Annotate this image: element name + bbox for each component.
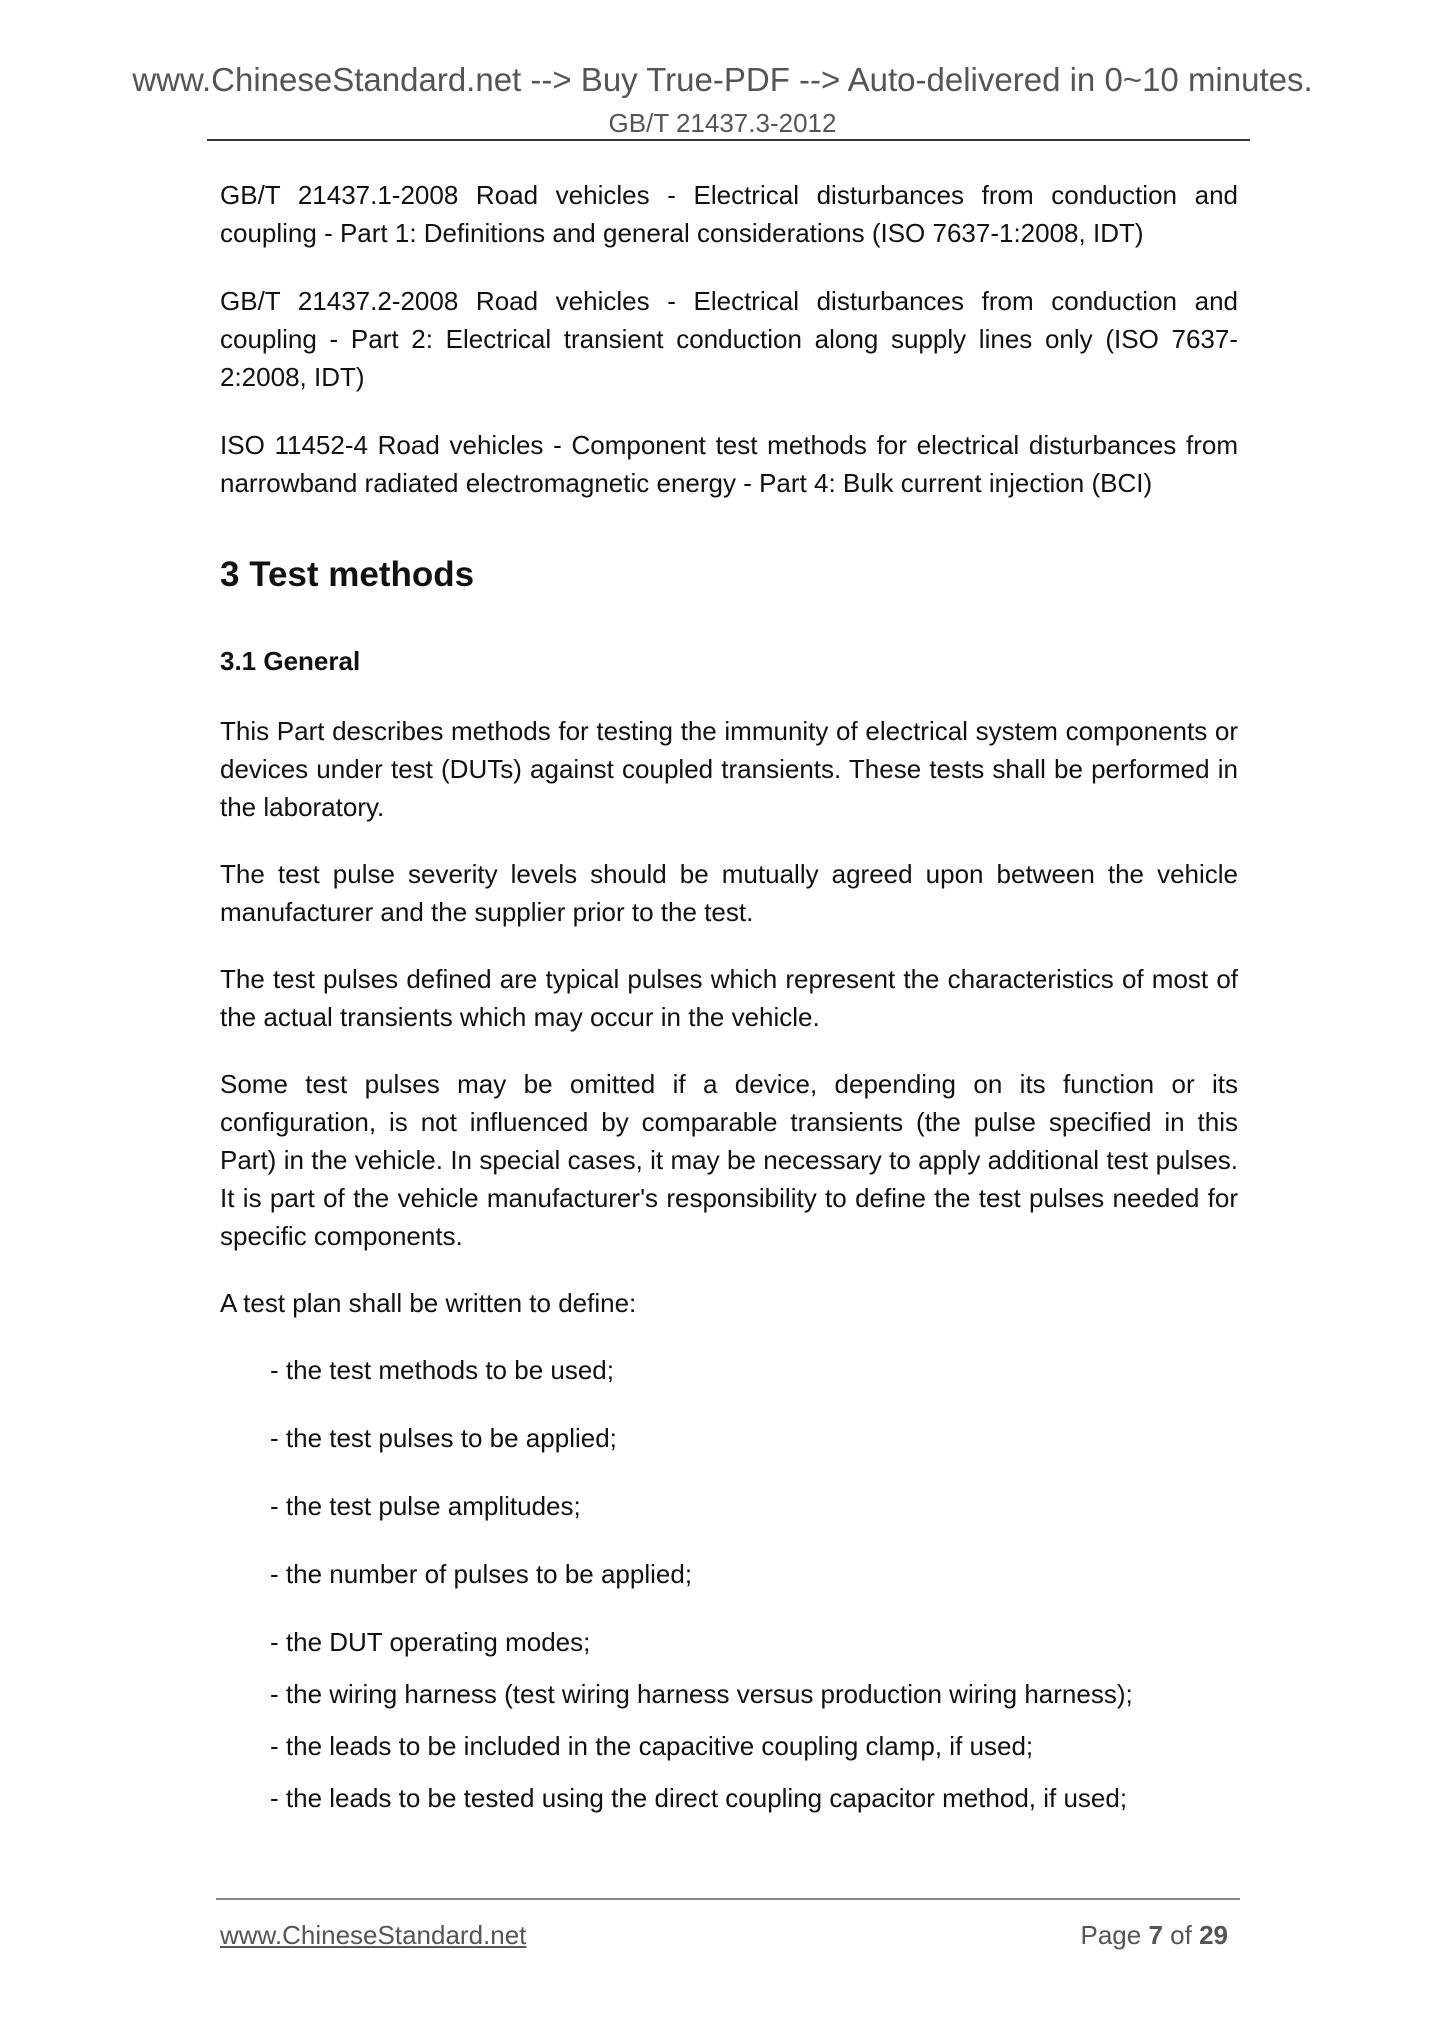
body-paragraph: The test pulses defined are typical pulses which represent the characteristics of most of the actual transients which may occur in the vehicle. <box>220 964 1238 1032</box>
page-label: Page <box>1080 1920 1142 1950</box>
document-code: GB/T 21437.3-2012 <box>608 108 837 138</box>
current-page: 7 <box>1148 1920 1163 1950</box>
header-divider <box>207 139 1250 141</box>
footer-site-link[interactable]: www.ChineseStandard.net <box>220 1920 527 1950</box>
section-heading: 3 Test methods <box>220 555 475 594</box>
page-of-label: of <box>1170 1920 1192 1950</box>
total-pages: 29 <box>1199 1920 1228 1950</box>
list-item: - the leads to be tested using the direct coupling capacitor method, if used; <box>270 1783 1128 1813</box>
body-paragraph: Some test pulses may be omitted if a device, depending on its function or its configuration, is not influenced by comparable transients (the pulse specified in this Part) in the vehicle. In special cases, it may be necessary to apply additional test pulses. It is part of the vehicle manufacturer's responsibility to define the test pulses needed for specific components. <box>220 1069 1238 1251</box>
body-paragraph: This Part describes methods for testing the immunity of electrical system components or devices under test (DUTs) against coupled transients. These tests shall be performed in the laboratory. <box>220 716 1238 822</box>
list-item: - the wiring harness (test wiring harness versus production wiring harness); <box>270 1679 1133 1709</box>
list-item: - the leads to be included in the capacitive coupling clamp, if used; <box>270 1731 1034 1761</box>
reference-item: GB/T 21437.1-2008 Road vehicles - Electrical disturbances from conduction and coupling - Part 1: Definitions and general considerations (ISO 7637-1:2008, IDT) <box>220 180 1238 248</box>
page-content <box>220 176 1238 1817</box>
reference-item: ISO 11452-4 Road vehicles - Component test methods for electrical disturbances from narrowband radiated electromagnetic energy - Part 4: Bulk current injection (BCI) <box>220 430 1238 498</box>
body-paragraph: The test pulse severity levels should be mutually agreed upon between the vehicle manufacturer and the supplier prior to the test. <box>220 859 1238 927</box>
page-number <box>1072 1917 1228 1953</box>
list-item: - the test pulse amplitudes; <box>270 1491 581 1521</box>
list-item: - the test methods to be used; <box>270 1355 614 1385</box>
body-paragraph: A test plan shall be written to define: <box>220 1288 637 1318</box>
test-plan-list <box>220 1351 1238 1817</box>
list-item: - the test pulses to be applied; <box>270 1423 617 1453</box>
site-banner[interactable]: www.ChineseStandard.net --> Buy True-PDF --> Auto-delivered in 0~10 minutes. <box>132 61 1313 98</box>
list-item: - the number of pulses to be applied; <box>270 1559 693 1589</box>
subsection-heading: 3.1 General <box>220 646 361 676</box>
reference-item: GB/T 21437.2-2008 Road vehicles - Electrical disturbances from conduction and coupling - Part 2: Electrical transient conduction along supply lines only (ISO 7637-2:2008, IDT) <box>220 286 1238 392</box>
list-item: - the DUT operating modes; <box>270 1627 591 1657</box>
footer-divider <box>216 1898 1240 1900</box>
